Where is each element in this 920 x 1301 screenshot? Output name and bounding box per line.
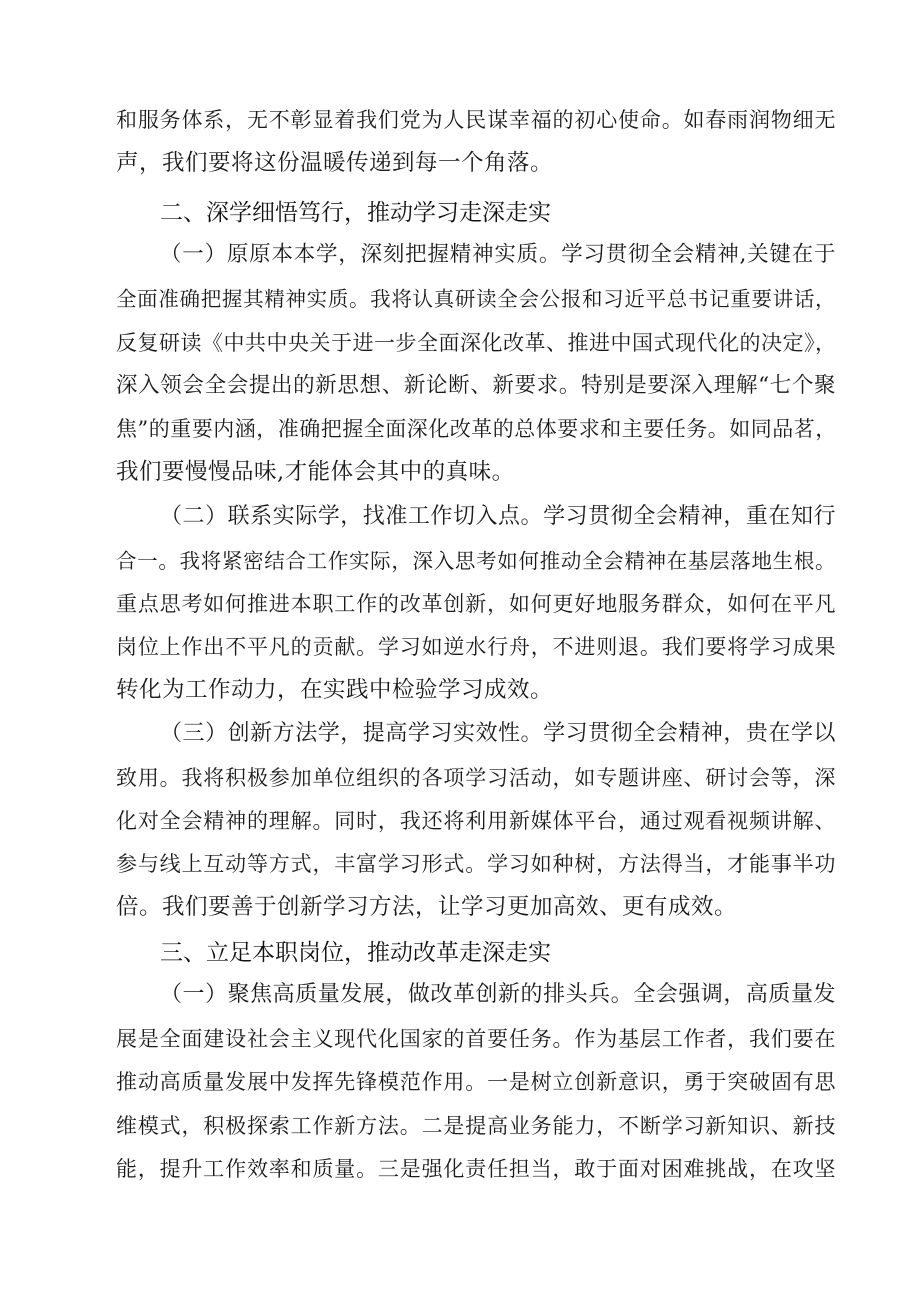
paragraph-line: 声，我们要将这份温暖传递到每一个角落。 bbox=[116, 150, 554, 176]
paragraph-line: （一）原原本本学，深刻把握精神实质。学习贯彻全会精神,关键在于 bbox=[160, 242, 836, 267]
paragraph-line: 合一。我将紧密结合工作实际，深入思考如何推动全会精神在基层落地生根。 bbox=[116, 549, 836, 573]
paragraph-line: 参与线上互动等方式，丰富学习形式。学习如种树，方法得当，才能事半功 bbox=[116, 852, 836, 876]
paragraph-line: 全面准确把握其精神实质。我将认真研读全会公报和习近平总书记重要讲话， bbox=[116, 287, 836, 311]
paragraph-line: 焦”的重要内涵，准确把握全面深化改革的总体要求和主要任务。如同品茗， bbox=[116, 417, 837, 441]
paragraph-line: 能，提升工作效率和质量。三是强化责任担当，敢于面对困难挑战，在攻坚 bbox=[116, 1157, 836, 1181]
paragraph-line: 推动高质量发展中发挥先锋模范作用。一是树立创新意识，勇于突破固有思 bbox=[116, 1070, 836, 1094]
paragraph-line: 岗位上作出不平凡的贡献。学习如逆水行舟，不进则退。我们要将学习成果 bbox=[116, 635, 836, 659]
paragraph-line: 转化为工作动力，在实践中检验学习成效。 bbox=[116, 677, 554, 703]
paragraph-line: 维模式，积极探索工作新方法。二是提高业务能力，不断学习新知识、新技 bbox=[116, 1114, 836, 1138]
paragraph-line: 反复研读《中共中央关于进一步全面深化改革、推进中国式现代化的决定》， bbox=[116, 331, 837, 355]
paragraph-line: （二）联系实际学，找准工作切入点。学习贯彻全会精神，重在知行 bbox=[160, 504, 836, 529]
paragraph-line: 我们要慢慢品味,才能体会其中的真味。 bbox=[116, 459, 515, 485]
paragraph-line: 重点思考如何推进本职工作的改革创新，如何更好地服务群众，如何在平凡 bbox=[116, 592, 836, 616]
paragraph-line: 展是全面建设社会主义现代化国家的首要任务。作为基层工作者，我们要在 bbox=[116, 1027, 836, 1051]
paragraph-line: （一）聚焦高质量发展，做改革创新的排头兵。全会强调，高质量发 bbox=[160, 982, 836, 1007]
section-heading: 三、立足本职岗位，推动改革走深走实 bbox=[160, 940, 551, 966]
paragraph-line: 和服务体系，无不彰显着我们党为人民谋幸福的初心使命。如春雨润物细无 bbox=[116, 108, 836, 132]
paragraph-line: （三）创新方法学，提高学习实效性。学习贯彻全会精神，贵在学以 bbox=[160, 721, 836, 746]
section-heading: 二、深学细悟笃行，推动学习走深走实 bbox=[160, 200, 551, 226]
paragraph-line: 化对全会精神的理解。同时，我还将利用新媒体平台，通过观看视频讲解、 bbox=[116, 809, 836, 833]
paragraph-line: 深入领会全会提出的新思想、新论断、新要求。特别是要深入理解“七个聚 bbox=[116, 373, 836, 398]
paragraph-line: 致用。我将积极参加单位组织的各项学习活动，如专题讲座、研讨会等，深 bbox=[116, 766, 836, 790]
paragraph-line: 倍。我们要善于创新学习方法，让学习更加高效、更有成效。 bbox=[116, 894, 738, 920]
